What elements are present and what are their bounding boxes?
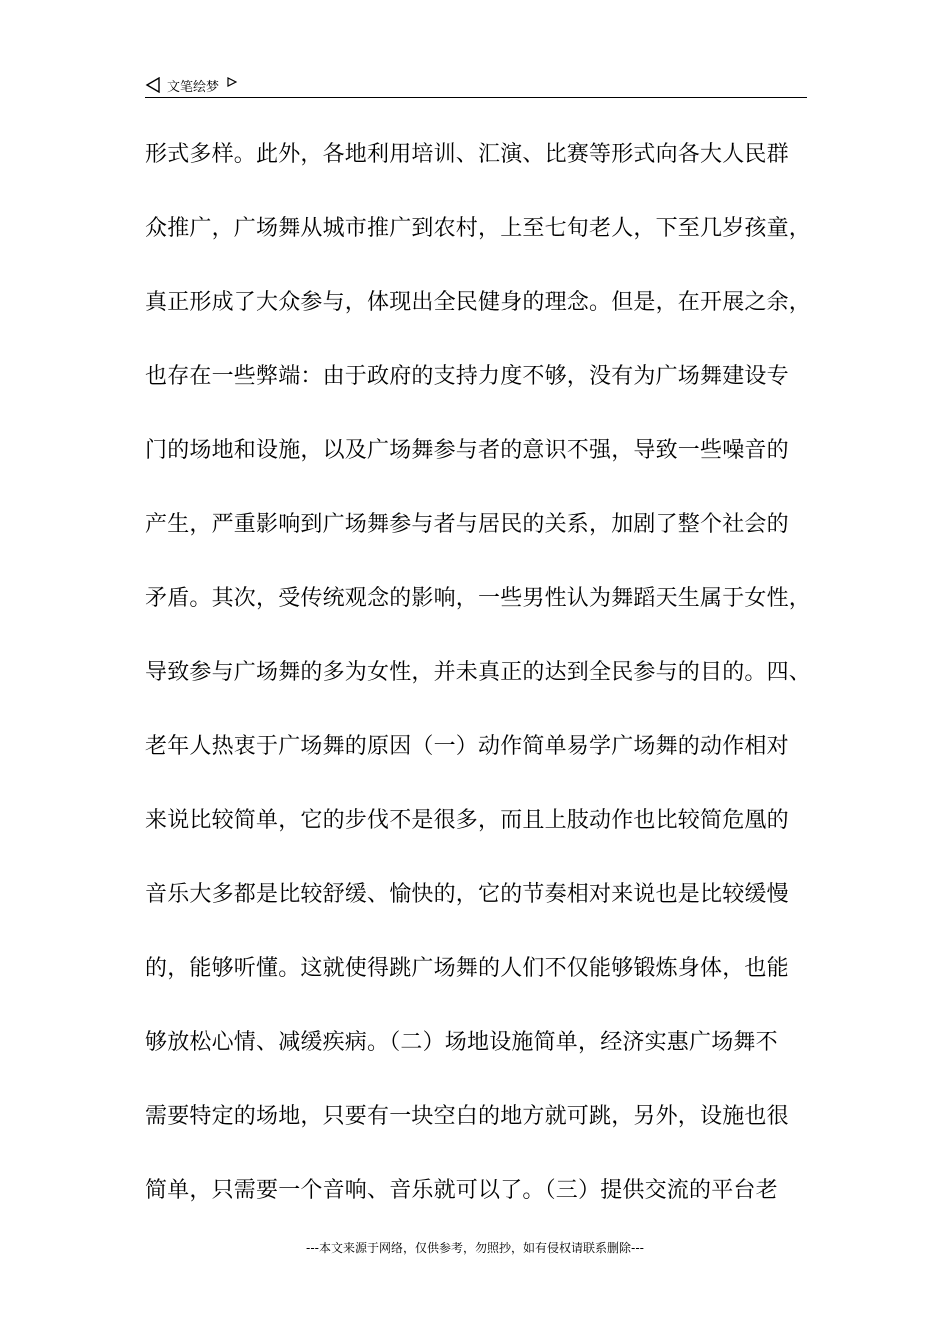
- text-line: 够放松心情、减缓疾病。（二）场地设施简单，经济实惠广场舞不: [145, 1030, 778, 1055]
- text-line: 产生，严重影响到广场舞参与者与居民的关系，加剧了整个社会的: [145, 512, 789, 537]
- text-line: 也存在一些弊端：由于政府的支持力度不够，没有为广场舞建设专: [145, 364, 789, 389]
- text-line: 矛盾。其次，受传统观念的影响，一些男性认为舞蹈天生属于女性，: [145, 586, 812, 611]
- page-header: [145, 72, 807, 98]
- page-footer: ---本文来源于网络，仅供参考，勿照抄，如有侵权请联系删除---: [306, 1241, 644, 1255]
- text-line: 老年人热衷于广场舞的原因（一）动作简单易学广场舞的动作相对: [145, 734, 789, 759]
- text-line: 音乐大多都是比较舒缓、愉快的，它的节奏相对来说也是比较缓慢: [145, 882, 789, 907]
- text-line: 的，能够听懂。这就使得跳广场舞的人们不仅能够锻炼身体，也能: [145, 956, 789, 981]
- triangle-left-icon: [145, 77, 161, 93]
- text-line: 真正形成了大众参与，体现出全民健身的理念。但是，在开展之余，: [145, 290, 812, 315]
- text-line: 简单，只需要一个音响、音乐就可以了。（三）提供交流的平台老: [145, 1178, 778, 1203]
- text-line: 来说比较简单，它的步伐不是很多，而且上肢动作也比较简危凰的: [145, 808, 789, 833]
- text-line: 需要特定的场地，只要有一块空白的地方就可跳，另外，设施也很: [145, 1104, 789, 1129]
- triangle-right-icon: [227, 77, 237, 87]
- text-line: 导致参与广场舞的多为女性，并未真正的达到全民参与的目的。四、: [145, 660, 812, 685]
- text-line: 形式多样。此外，各地利用培训、汇演、比赛等形式向各大人民群: [145, 142, 789, 167]
- header-title: 文笔绘梦: [167, 79, 220, 95]
- header-divider: [145, 97, 807, 98]
- document-body: [145, 118, 815, 1228]
- text-line: 众推广，广场舞从城市推广到农村，上至七旬老人，下至几岁孩童，: [145, 216, 812, 241]
- text-line: 门的场地和设施，以及广场舞参与者的意识不强，导致一些噪音的: [145, 438, 789, 463]
